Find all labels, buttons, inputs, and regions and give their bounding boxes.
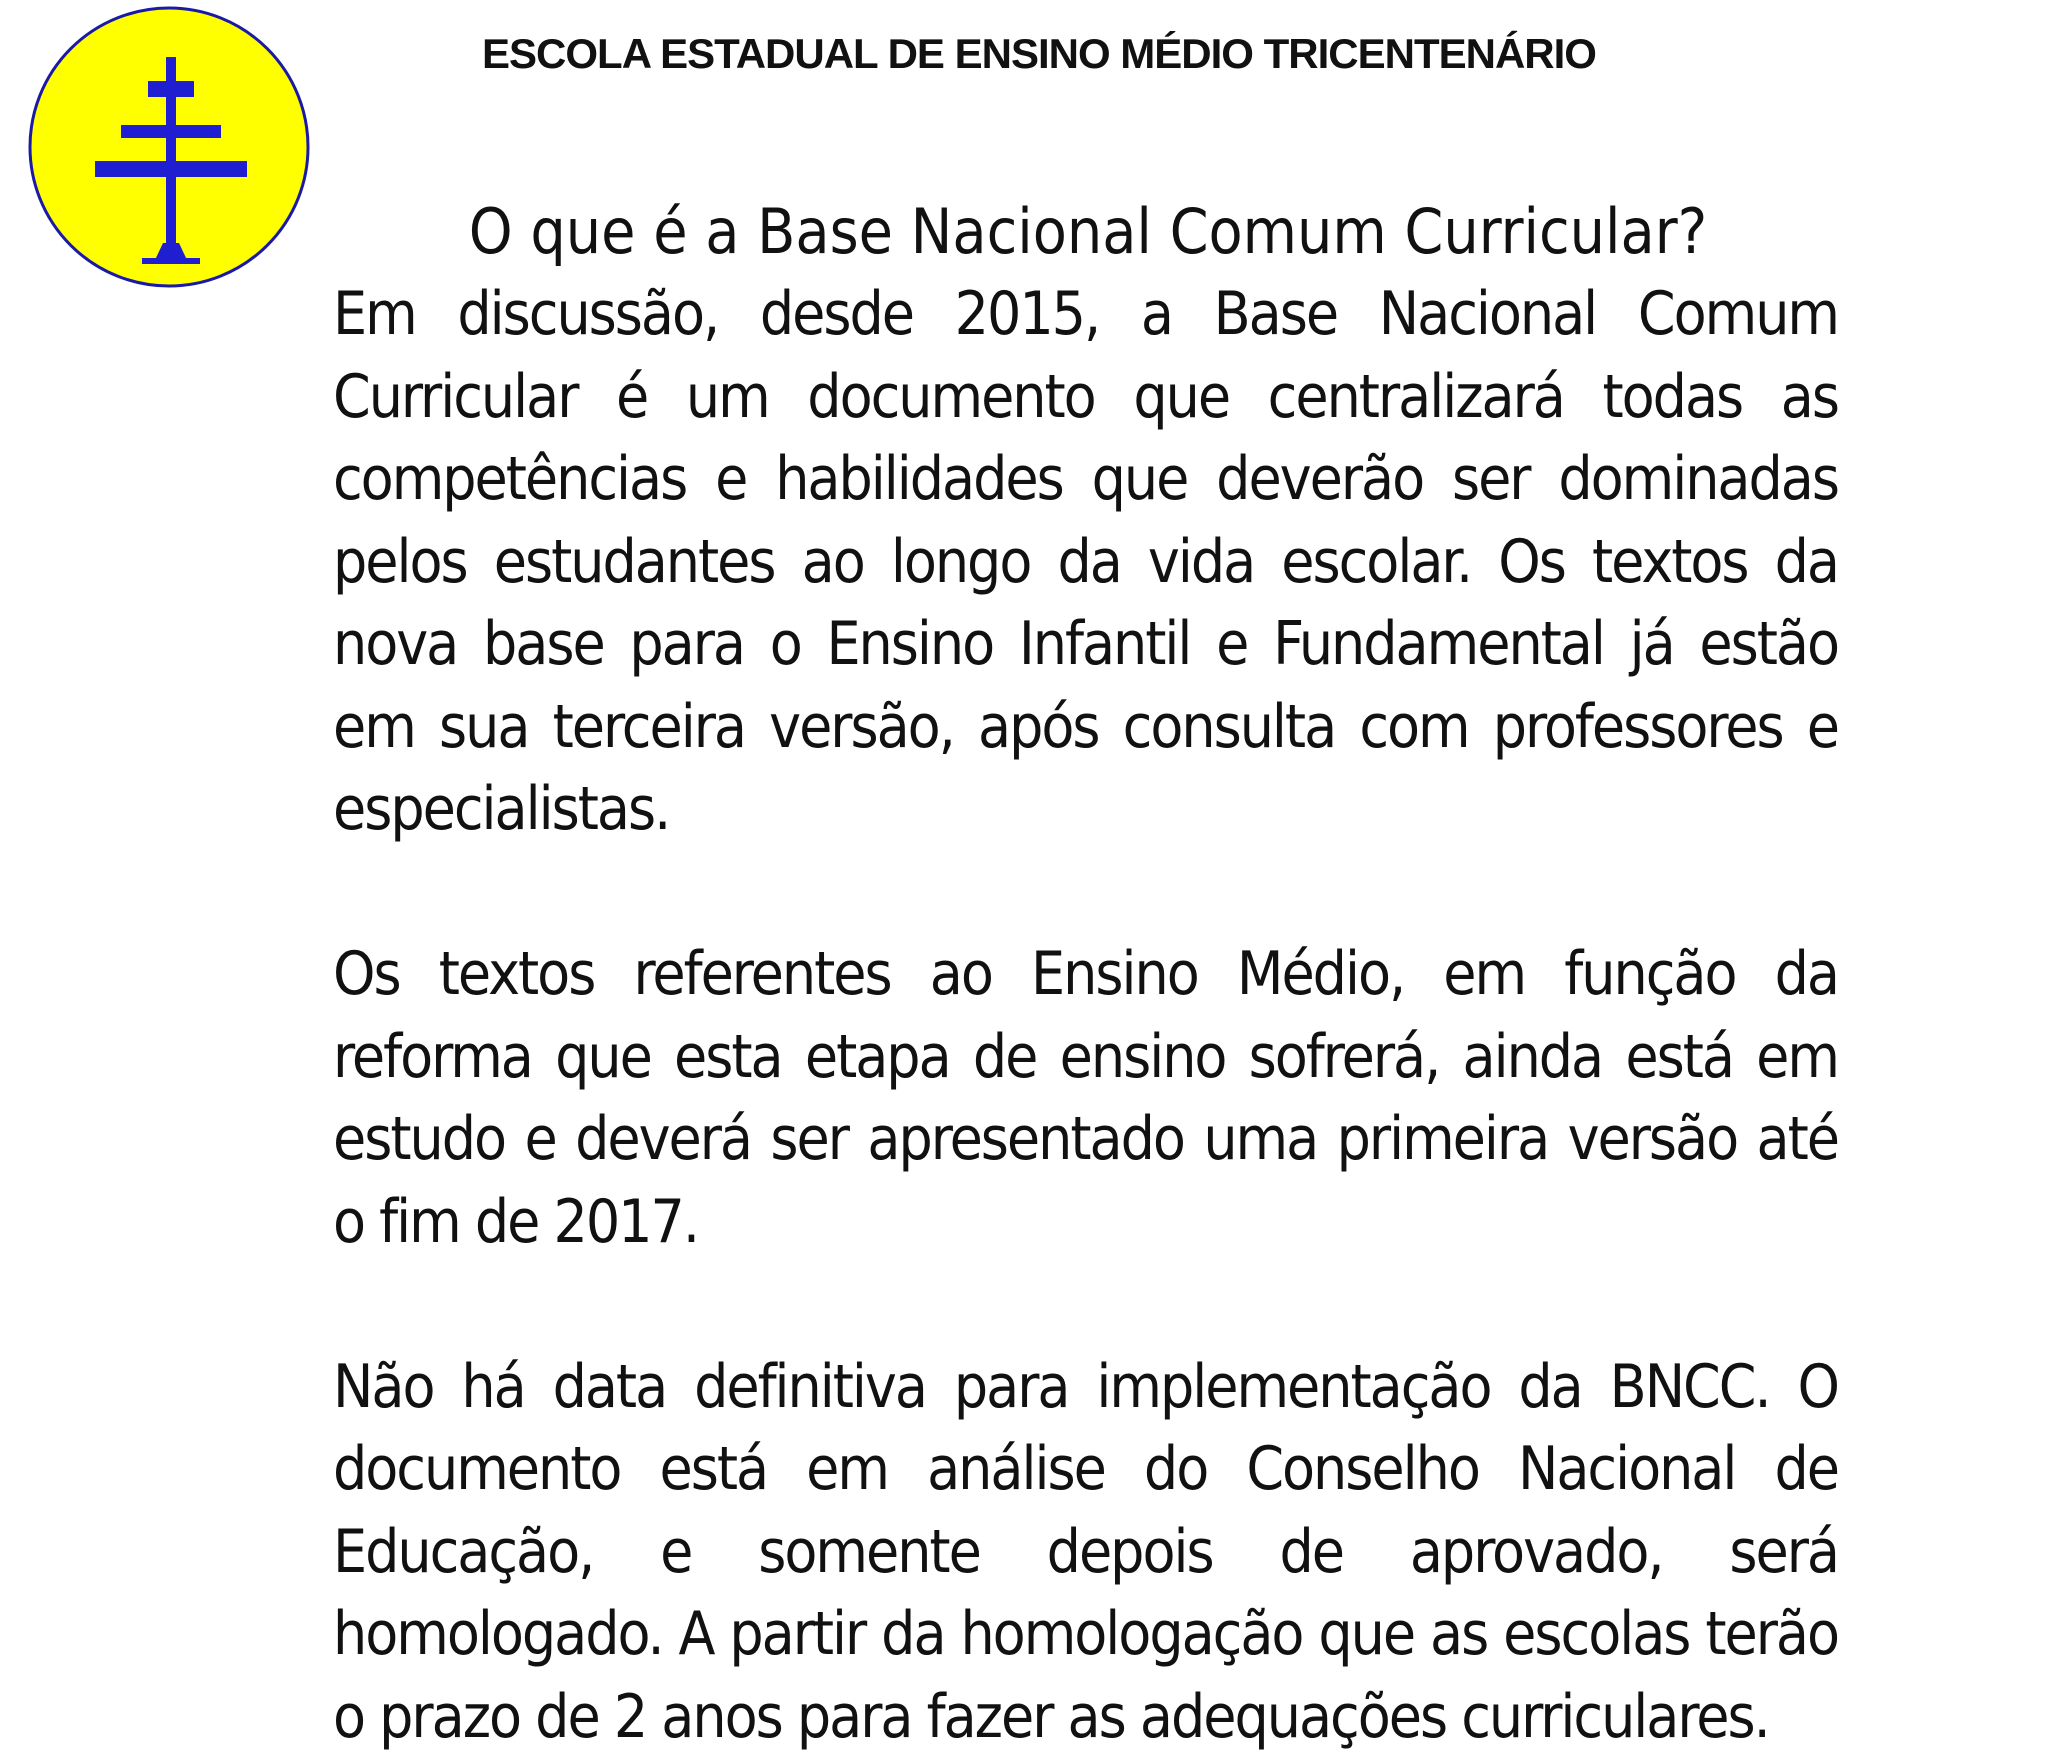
paragraph-ensino-medio: Os textos referentes ao Ensino Médio, em função da reforma que esta etapa de ensino sofrerá, ainda está em estudo e deverá ser apresentado uma primeira versão até o fim de 2017.	[333, 933, 1838, 1263]
page-title: O que é a Base Nacional Comum Curricular?	[0, 190, 2048, 274]
school-name: ESCOLA ESTADUAL DE ENSINO MÉDIO TRICENTENÁRIO	[0, 30, 2048, 78]
paragraph-implementacao: Não há data definitiva para implementação da BNCC. O documento está em análise do Conselho Nacional de Educação, e somente depois de aprovado, será homologado. A partir da homologação que as escolas terão o prazo de 2 anos para fazer as adequações curriculares.	[333, 1346, 1838, 1758]
paragraph-intro: Em discussão, desde 2015, a Base Nacional Comum Curricular é um documento que centralizará todas as competências e habilidades que deverão ser dominadas pelos estudantes ao longo da vida escolar. Os textos da nova base para o Ensino Infantil e Fundamental já estão em sua terceira versão, após consulta com professores e especialistas.	[333, 273, 1838, 851]
slide-body	[333, 273, 1838, 1758]
